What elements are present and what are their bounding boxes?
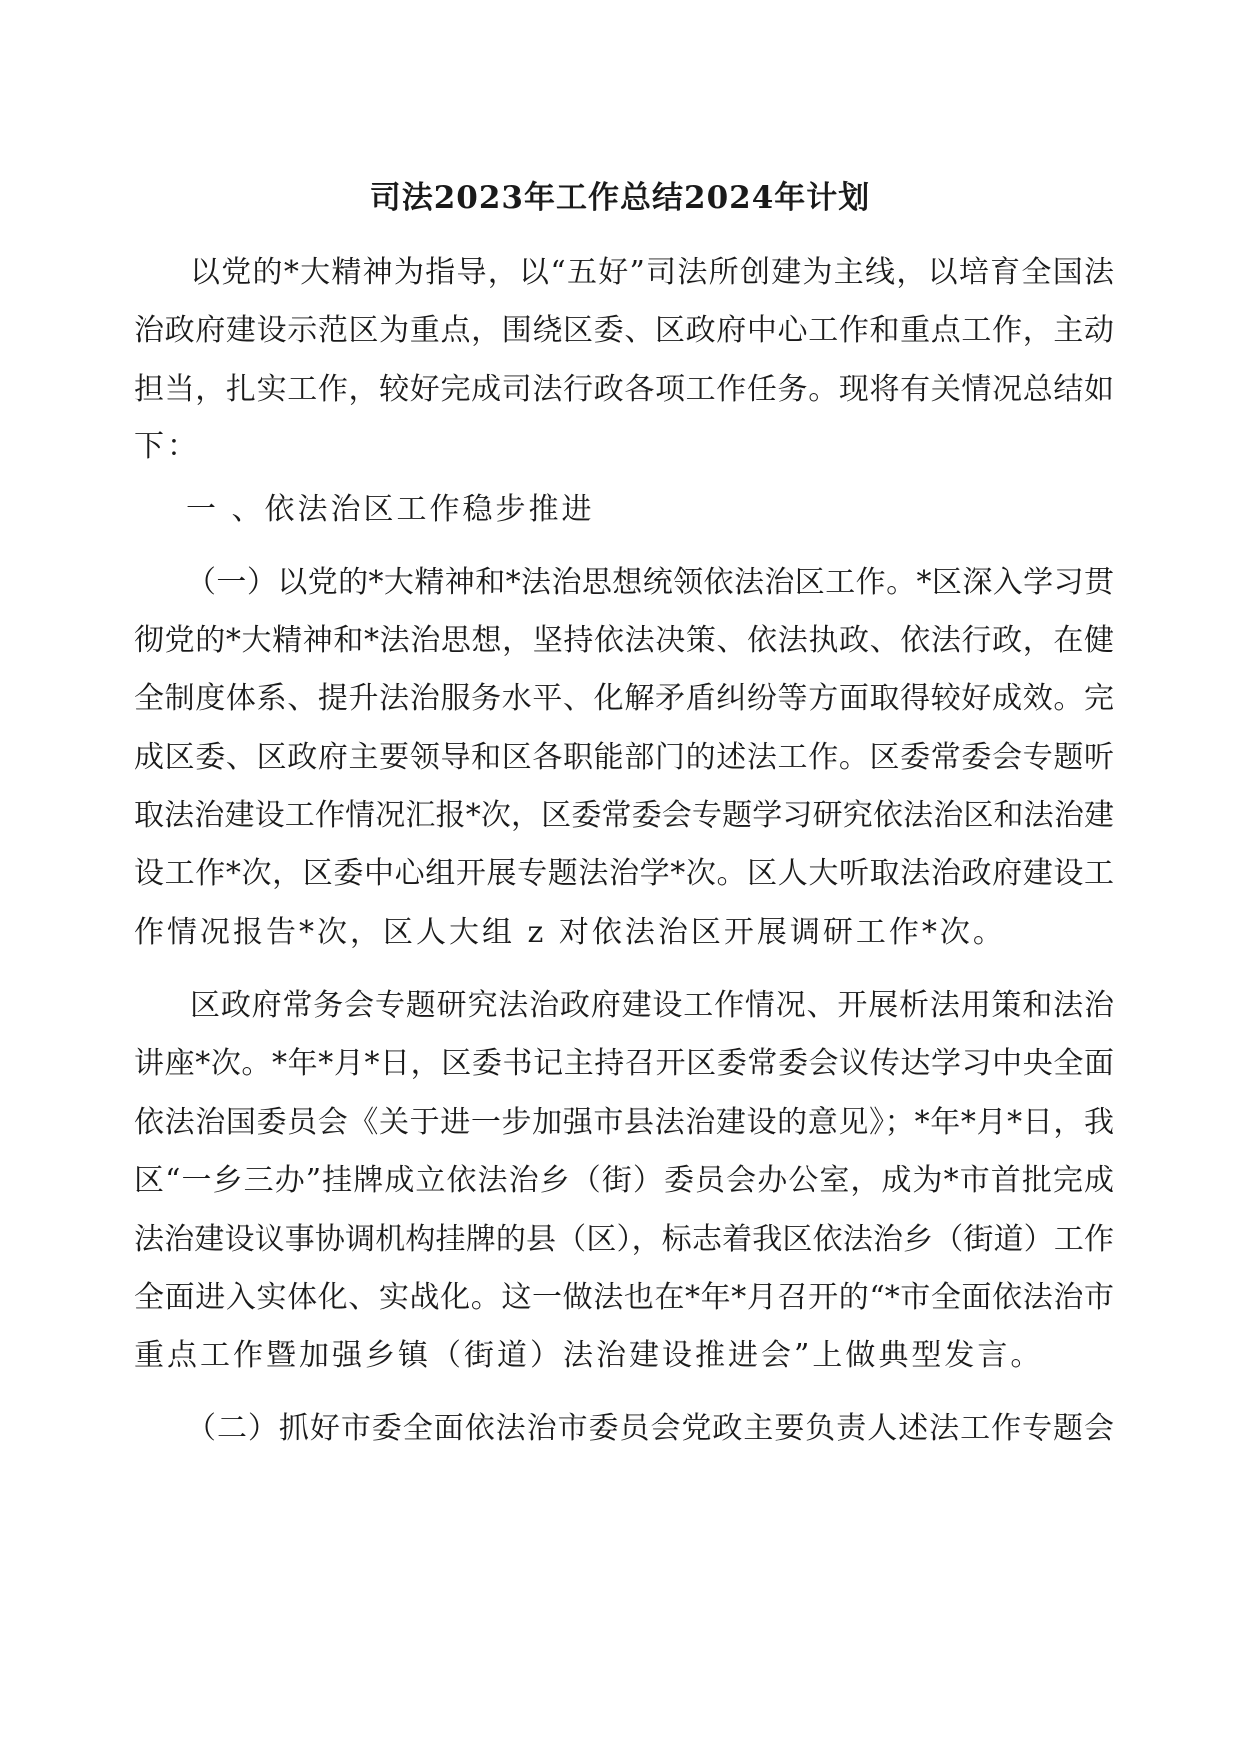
body-line: 取法治建设工作情况汇报*次，区委常委会专题学习研究依法治区和法治建 — [134, 798, 1114, 833]
body-line: 依法治国委员会《关于进一步加强市县法治建设的意见》；*年*月*日，我 — [134, 1105, 1114, 1140]
body-line: 彻党的*大精神和*法治思想，坚持依法决策、依法执政、依法行政，在健 — [134, 623, 1114, 658]
body-line: 区“一乡三办”挂牌成立依法治乡（街）委员会办公室，成为*市首批完成 — [134, 1163, 1114, 1198]
body-line: 区政府常务会专题研究法治政府建设工作情况、开展析法用策和法治 — [190, 988, 1114, 1023]
body-line: 成区委、区政府主要领导和区各职能部门的述法工作。区委常委会专题听 — [134, 740, 1114, 775]
body-line: （一）以党的*大精神和*法治思想统领依法治区工作。*区深入学习贯 — [186, 565, 1114, 600]
body-line: 下： — [134, 429, 200, 464]
body-line: 全面进入实体化、实战化。这一做法也在*年*月召开的“*市全面依法治市 — [134, 1280, 1114, 1315]
body-line: 全制度体系、提升法治服务水平、化解矛盾纠纷等方面取得较好成效。完 — [134, 681, 1114, 716]
document-title: 司法2023年工作总结2024年计划 — [369, 180, 871, 216]
body-line: （二）抓好市委全面依法治市委员会党政主要负责人述法工作专题会 — [186, 1411, 1114, 1446]
body-line: 设工作*次，区委中心组开展专题法治学*次。区人大听取法治政府建设工 — [134, 856, 1114, 891]
body-line: 以党的*大精神为指导，以“五好”司法所创建为主线，以培育全国法 — [190, 255, 1114, 290]
body-line: 重点工作暨加强乡镇（街道）法治建设推进会”上做典型发言。 — [134, 1338, 1044, 1373]
body-line: 作情况报告*次，区人大组 z 对依法治区开展调研工作*次。 — [134, 915, 1006, 950]
body-line: 讲座*次。*年*月*日，区委书记主持召开区委常委会议传达学习中央全面 — [134, 1046, 1114, 1081]
body-line: 担当，扎实工作，较好完成司法行政各项工作任务。现将有关情况总结如 — [134, 372, 1114, 407]
section-heading: 一 、依法治区工作稳步推进 — [186, 492, 595, 527]
body-line: 法治建设议事协调机构挂牌的县（区），标志着我区依法治乡（街道）工作 — [134, 1222, 1114, 1257]
body-line: 治政府建设示范区为重点，围绕区委、区政府中心工作和重点工作，主动 — [134, 313, 1114, 348]
